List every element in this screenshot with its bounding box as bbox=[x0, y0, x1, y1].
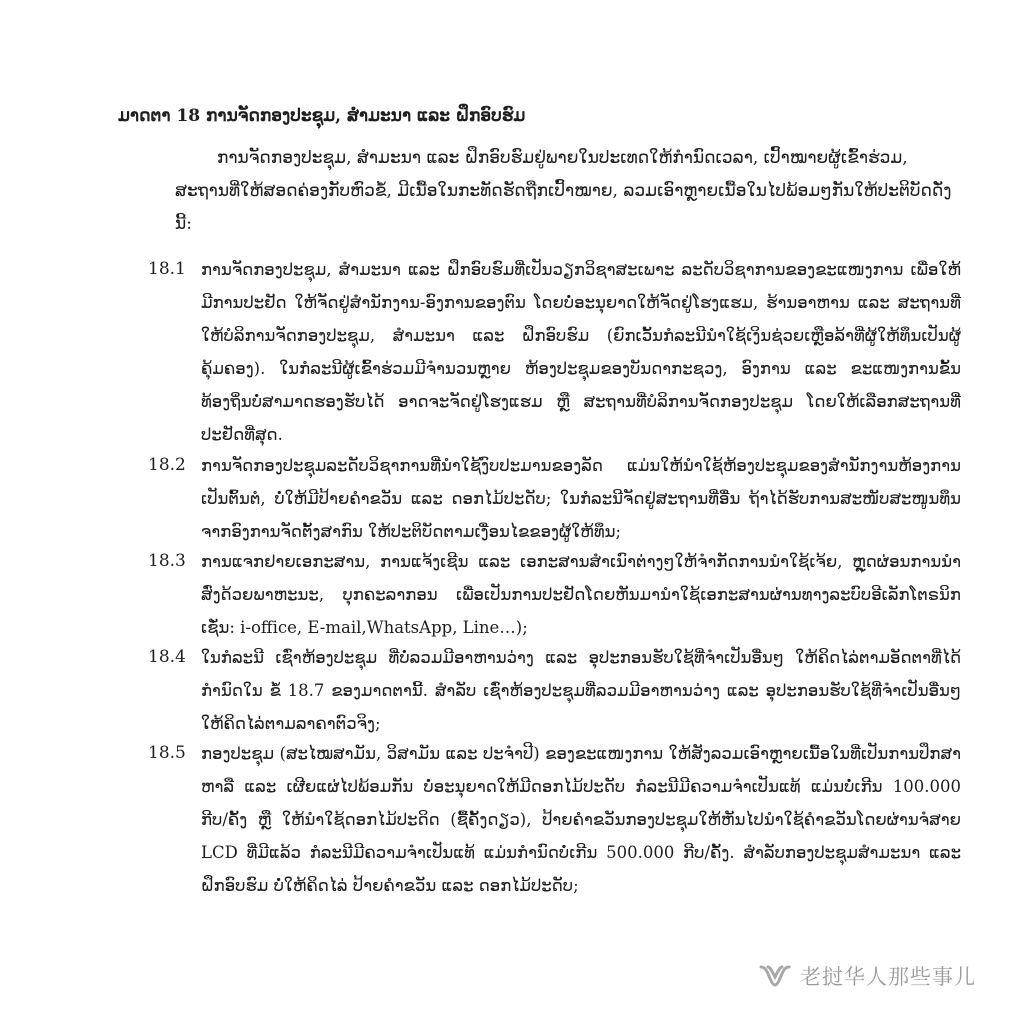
watermark-text: 老挝华人那些事儿 bbox=[800, 965, 976, 989]
clause-text: ການຈັດກອງປະຊຸມ, ສຳມະນາ ແລະ ຝຶກອົບຮົມທີ່ເປັນວຽກວິຊາສະເພາະ ລະດັບວິຊາການຂອງຂະແໜງການ ເພື່ອໃຫ້ມີການປະຢັດ ໃຫ້ຈັດຢູ່ສຳນັກງານ-ອົງການຂອງຕົນ ໂດຍບໍ່ອະນຸຍາດໃຫ້ຈັດຢູ່ໂຮງແຮມ, ຮ້ານອາຫານ ແລະ ສະຖານທີ່ໃຫ້ບໍລິການຈັດກອງປະຊຸມ, ສຳມະນາ ແລະ ຝຶກອົບຮົມ (ຍົກເວັ້ນກໍລະນີນຳໃຊ້ເງິນຊ່ວຍເຫຼືອລ້າທີ່ຜູ້ໃຫ້ທຶນເປັນຜູ້ຄຸ້ມຄອງ). ໃນກໍລະນີຜູ້ເຂົ້າຮ່ວມມີຈຳນວນຫຼາຍ ຫ້ອງປະຊຸມຂອງບັນດາກະຊວງ, ອົງການ ແລະ ຂະແໜງການຂັ້ນທ້ອງຖິ່ນບໍ່ສາມາດຮອງຮັບໄດ້ ອາດຈະຈັດຢູ່ໂຮງແຮມ ຫຼື ສະຖານທີ່ບໍລິການຈັດກອງປະຊຸມ ໂດຍໃຫ້ເລືອກສະຖານທີ່ ປະຢັດທີ່ສຸດ. bbox=[201, 260, 961, 444]
clause-number: 18.3 bbox=[148, 551, 186, 571]
clause-number: 18.2 bbox=[148, 455, 186, 475]
clause-number: 18.5 bbox=[148, 743, 186, 763]
clause-number: 18.4 bbox=[148, 647, 186, 667]
article-title: ມາດຕາ 18 ການຈັດກອງປະຊຸມ, ສຳມະນາ ແລະ ຝຶກອົບຮົມ bbox=[118, 106, 526, 126]
clause-text: ໃນກໍລະນີ ເຊົ່າຫ້ອງປະຊຸມ ທີ່ບໍ່ລວມມີອາຫານວ່າງ ແລະ ອຸປະກອນຮັບໃຊ້ທີ່ຈຳເປັນອື່ນໆ ໃຫ້ຄິດໄລ່ຕາມອັດຕາທີ່ໄດ້ກຳນົດໃນ ຂໍ້ 18.7 ຂອງມາດຕານີ້. ສຳລັບ ເຊົ່າຫ້ອງປະຊຸມທີ່ລວມມີອາຫານວ່າງ ແລະ ອຸປະກອນຮັບໃຊ້ທີ່ຈຳເປັນອື່ນໆ ໃຫ້ຄິດໄລ່ຕາມລາຄາຕົວຈິງ; bbox=[201, 648, 961, 733]
watermark bbox=[758, 958, 976, 994]
intro-paragraph: ການຈັດກອງປະຊຸມ, ສຳມະນາ ແລະ ຝຶກອົບຮົມຢູ່ພາຍໃນປະເທດໃຫ້ກຳນົດເວລາ, ເປົ້າໝາຍຜູ້ເຂົ້າຮ່ວມ, ສະຖານທີ່ໃຫ້ສອດຄ່ອງກັບຫົວຂໍ້, ມີເນື້ອໃນກະທັດຮັດຖືກເປົ້າໝາຍ, ລວມເອົາຫຼາຍເນື້ອໃນໄປພ້ອມໆກັນໃຫ້ປະຕິບັດດັ່ງນີ້: bbox=[175, 148, 952, 234]
clause-text: ກອງປະຊຸມ (ສະໄໝສາມັນ, ວິສາມັນ ແລະ ປະຈຳປີ) ຂອງຂະແໜງການ ໃຫ້ສັງລວມເອົາຫຼາຍເນື້ອໃນທີ່ເປັນການປຶກສາຫາລື ແລະ ເຜີຍແຜ່ໄປພ້ອມກັນ ບໍ່ອະນຸຍາດໃຫ້ມີດອກໄມ້ປະດັບ ກໍລະນີມີຄວາມຈຳເປັນແທ້ ແມ່ນບໍ່ເກີນ 100.000 ກີບ/ຄັ້ງ ຫຼື ໃຫ້ນຳໃຊ້ດອກໄມ້ປະດິດ (ຊື້ຄັ້ງດຽວ), ປ້າຍຄຳຂວັນກອງປະຊຸມໃຫ້ຫັນໄປນຳໃຊ້ຄຳຂວັນໂດຍຜ່ານຈໍສາຍ LCD ທີ່ມີແລ້ວ ກໍລະນີມີຄວາມຈຳເປັນແທ້ ແມ່ນກຳນົດບໍ່ເກີນ 500.000 ກີບ/ຄັ້ງ. ສຳລັບກອງປະຊຸມສຳມະນາ ແລະ ຝຶກອົບຮົມ ບໍ່ໃຫ້ຄິດໄລ່ ປ້າຍຄຳຂວັນ ແລະ ດອກໄມ້ປະດັບ; bbox=[201, 744, 961, 895]
clause-number: 18.1 bbox=[148, 259, 186, 279]
clause-text: ການແຈກຢາຍເອກະສານ, ການແຈ້ງເຊີນ ແລະ ເອກະສານສຳເນົາຕ່າງໆໃຫ້ຈຳກັດການນຳໃຊ້ເຈ້ຍ, ຫຼຸດຜ່ອນການນຳສົ່ງດ້ວຍພາຫະນະ, ບຸກຄະລາກອນ ເພື່ອເປັນການປະຢັດໂດຍຫັນມານຳໃຊ້ເອກະສານຜ່ານທາງລະບົບອີເລັກໂຕຣນິກເຊັ່ນ: i-office, E-mail,WhatsApp, Line…); bbox=[201, 552, 961, 637]
clause-text: ການຈັດກອງປະຊຸມລະດັບວິຊາການທີ່ນຳໃຊ້ງົບປະມານຂອງລັດ ແມ່ນໃຫ້ນຳໃຊ້ຫ້ອງປະຊຸມຂອງສຳນັກງານຫ້ອງການເປັນຕົ້ນຕໍ, ບໍ່ໃຫ້ມີປ້າຍຄຳຂວັນ ແລະ ດອກໄມ້ປະດັບ; ໃນກໍລະນີຈັດຢູ່ສະຖານທີ່ອື່ນ ຖ້າໄດ້ຮັບການສະໜັບສະໜູນທຶນຈາກອົງການຈັດຕັ້ງສາກົນ ໃຫ້ປະຕິບັດຕາມເງື່ອນໄຂຂອງຜູ້ໃຫ້ທຶນ; bbox=[201, 456, 961, 541]
wechat-channel-icon bbox=[758, 961, 792, 991]
